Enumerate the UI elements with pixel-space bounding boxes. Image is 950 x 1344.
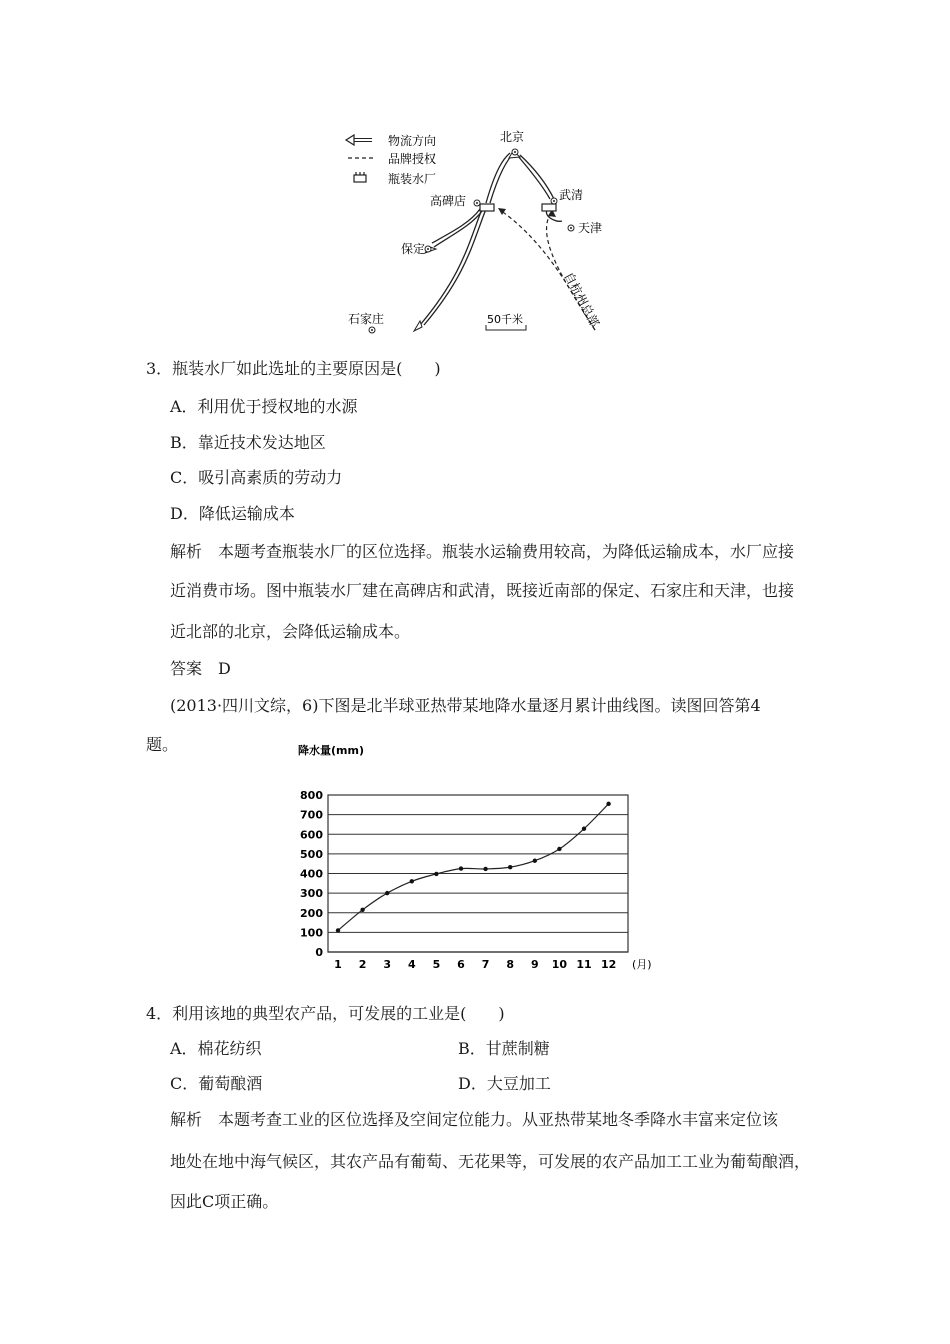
q3-analysis-line: 近北部的北京，会降低运输成本。 (170, 622, 411, 641)
legend-logistics: 物流方向 (388, 134, 437, 148)
svg-text:50千米: 50千米 (487, 313, 523, 326)
scale-bar (486, 312, 526, 330)
data-point (557, 847, 561, 851)
hangzhou-label: 自杭州总部 (561, 269, 602, 330)
q3-option-b: B．靠近技术发达地区 (170, 433, 326, 452)
intro-line: (2013·四川文综，6)下图是北半球亚热带某地降水量逐月累计曲线图。读图回答第4 (170, 696, 761, 715)
city-beijing: 北京 (500, 130, 525, 144)
arrow-icon (346, 135, 354, 145)
data-point (385, 891, 389, 895)
q4-option-a: A．棉花纺织 (170, 1039, 262, 1058)
city-tianjin: 天津 (578, 221, 603, 235)
y-tick-label: 700 (300, 808, 323, 822)
x-tick-label: 5 (432, 958, 441, 971)
data-point (410, 879, 414, 883)
data-point (582, 827, 586, 831)
factory-gaobeidian-icon (480, 204, 494, 211)
x-tick-label: 7 (481, 958, 490, 971)
data-point (533, 859, 537, 863)
legend-factory: 瓶装水厂 (388, 172, 437, 186)
y-tick-label: 600 (300, 828, 323, 842)
x-tick-label: 11 (576, 958, 592, 971)
map-legend (346, 133, 436, 186)
y-tick-label: 400 (300, 867, 323, 881)
data-point (434, 872, 438, 876)
x-tick-label: 6 (457, 958, 465, 971)
city-shijiazhuang: 石家庄 (348, 312, 385, 326)
data-point (508, 865, 512, 869)
y-tick-label: 200 (300, 906, 323, 920)
x-tick-label: 2 (358, 958, 367, 971)
q3-analysis-line: 近消费市场。图中瓶装水厂建在高碑店和武清，既接近南部的保定、石家庄和天津，也接 (170, 581, 795, 600)
q4-analysis-line: 解析 本题考查工业的区位选择及空间定位能力。从亚热带某地冬季降水丰富来定位该 (170, 1110, 779, 1129)
x-tick-label: 10 (551, 958, 568, 971)
city-wuqing: 武清 (559, 188, 584, 202)
q3-option-c: C．吸引高素质的劳动力 (170, 468, 343, 487)
data-point (336, 928, 340, 932)
y-tick-label: 800 (300, 789, 323, 802)
q3-answer: 答案 D (170, 659, 231, 678)
q3-option-d: D．降低运输成本 (170, 504, 295, 523)
y-tick-label: 500 (300, 847, 323, 861)
q4-analysis-line: 地处在地中海气候区，其农产品有葡萄、无花果等，可发展的农产品加工工业为葡萄酿酒， (170, 1152, 811, 1171)
logistics-map (330, 125, 620, 340)
x-tick-label: 3 (383, 958, 392, 971)
precipitation-curve (338, 804, 609, 931)
x-tick-label: 8 (506, 958, 515, 971)
x-tick-label: 9 (530, 958, 539, 971)
q3-option-a: A．利用优于授权地的水源 (170, 397, 358, 416)
x-tick-label: 4 (407, 958, 416, 971)
q4-option-c: C．葡萄酿酒 (170, 1074, 263, 1093)
factory-wuqing-icon (542, 204, 556, 211)
q3-analysis-line: 解析 本题考查瓶装水厂的区位选择。瓶装水运输费用较高，为降低运输成本，水厂应接 (170, 542, 795, 561)
x-tick-label: 1 (334, 958, 342, 971)
city-baoding: 保定 (401, 242, 426, 256)
factory-icon (354, 175, 366, 182)
q4-analysis-line: 因此C项正确。 (170, 1192, 279, 1211)
y-tick-label: 0 (315, 946, 323, 959)
data-point (459, 866, 463, 870)
y-tick-label: 300 (300, 887, 323, 901)
q4-option-b: B．甘蔗制糖 (458, 1039, 550, 1058)
q4-stem: 4．利用该地的典型农产品，可发展的工业是( ) (146, 1004, 505, 1023)
chart-ylabel: 降水量(mm) (298, 744, 364, 757)
precipitation-chart (290, 738, 660, 978)
q3-stem: 3．瓶装水厂如此选址的主要原因是( ) (146, 359, 441, 378)
city-gaobeidian: 高碑店 (430, 194, 467, 208)
data-point (360, 908, 364, 912)
y-tick-label: 100 (300, 926, 323, 940)
chart-xlabel: (月) (632, 958, 652, 971)
intro-line: 题。 (146, 735, 179, 754)
legend-brand: 品牌授权 (388, 152, 437, 166)
q4-option-d: D．大豆加工 (458, 1074, 551, 1093)
data-point (606, 802, 610, 806)
data-point (483, 867, 487, 871)
x-tick-label: 12 (600, 958, 617, 971)
